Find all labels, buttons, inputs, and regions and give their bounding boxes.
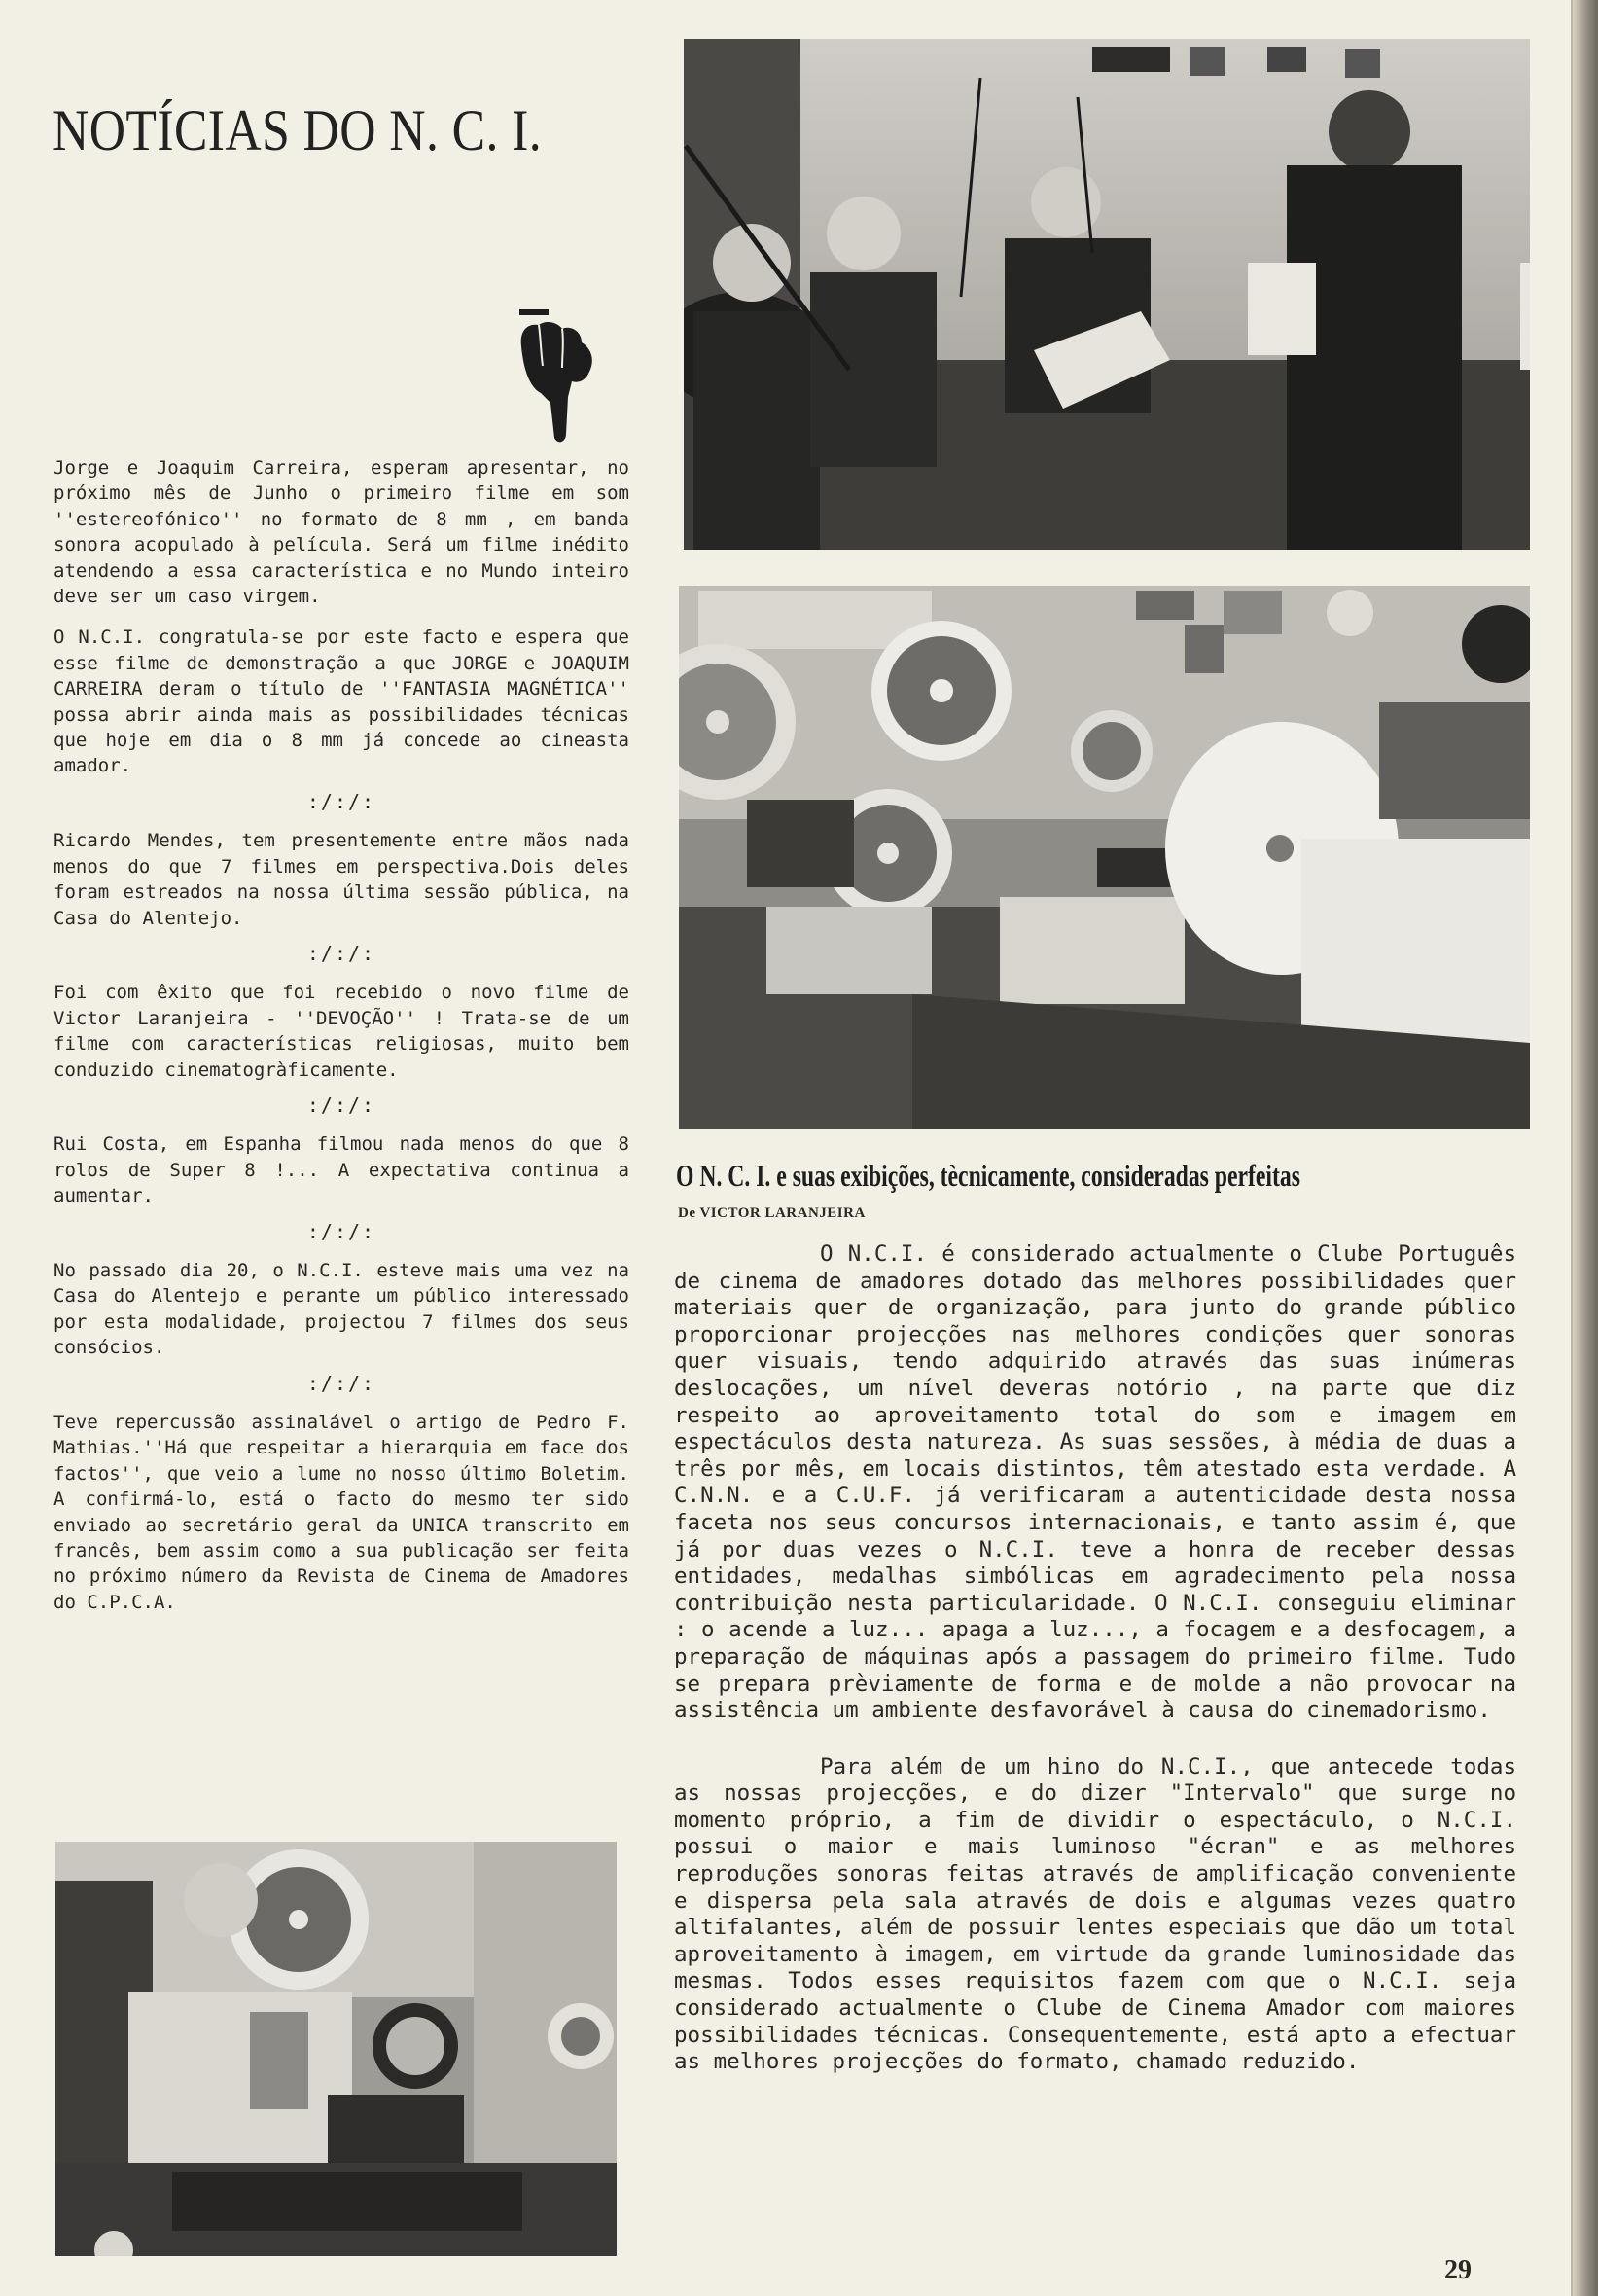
page-edge [1573,0,1598,2296]
news-item: O N.C.I. congratula-se por este facto e espera que esse filme de demonstração a que JORGE e JOAQUIM CARREIRA deram o título de ''FANTASIA MAGNÉTICA'' possa abrir ainda mais as possibilidades técnicas que hoje em dia o 8 mm já concede ao cineasta amador. [53,627,629,777]
news-item: Foi com êxito que foi recebido o novo filme de Victor Laranjeira - ''DEVOÇÃO'' ! Trata-se de um filme com características religiosas, muito bem conduzido cinematogràficamente. [53,982,629,1081]
photo-projector-room [55,1842,617,2256]
article-body [674,1241,1516,2076]
article-paragraph: O N.C.I. é considerado actualmente o Clube Português de cinema de amadores dotado das melhores possibilidades quer materiais quer de organização, para junto do grande público proporcionar projecções nas melhores condições quer sonoras quer visuais, tendo adquirido através das suas inúmeras deslocações, um nível deveras notório , na parte que diz respeito ao aproveitamento total do som e imagem em espectáculos desta natureza. As suas sessões, à média de duas a três por mês, em locais distintos, têm atestado esta verdade. A C.N.N. e a C.U.F. já verificaram a autenticidade desta nossa faceta nos seus concursos internacionais, e tanto assim é, que já por duas vezes o N.C.I. teve a honra de receber dessas entidades, medalhas simbólicas em agradecimento pela nossa contribuição nesta particularidade. O N.C.I. conseguiu eliminar : o acende a luz... apaga a luz..., a focagem e a desfocagem, a preparação de máquinas após a passagem do primeiro filme. Tudo se prepara prèviamente de forma e de molde a não provocar na assistência um ambiente desfavorável à causa do cinemadorismo. [674,1241,1516,1724]
photo-projection-equipment [679,586,1530,1129]
article-paragraph: Para além de um hino do N.C.I., que antecede todas as nossas projecções, e do dizer "Intervalo" que surge no momento próprio, a fim de dividir o espectáculo, o N.C.I. possui o maior e mais luminoso "écran" e as melhores reproduções sonoras feitas através de amplificação conveniente e dispersa pela sala através de dois e algumas vezes quatro altifalantes, além de possuir lentes especiais que dão um total aproveitamento à imagem, em virtude da grande luminosidade das mesmas. Todos esses requisitos fazem com que o N.C.I. seja considerado actualmente o Clube de Cinema Amador com maiores possibilidades técnicas. Consequentemente, está apto a efectuar as melhores projecções do formato, chamado reduzido. [674,1753,1516,2075]
separator: :/:/: [306,941,376,965]
news-item: Rui Costa, em Espanha filmou nada menos do que 8 rolos de Super 8 !... A expectativa continua a aumentar. [53,1133,629,1207]
news-item: No passado dia 20, o N.C.I. esteve mais uma vez na Casa do Alentejo e perante um público interessado por esta modalidade, projectou 7 filmes dos seus consócios. [53,1259,629,1359]
article-byline: De VICTOR LARANJEIRA [678,1205,866,1221]
separator: :/:/: [306,1093,376,1117]
photo-string-quartet [684,39,1530,550]
article-title: O N. C. I. e suas exibições, tècnicamente, consideradas perfeitas [676,1158,1300,1193]
page-number: 29 [1444,2255,1472,2285]
news-item: Jorge e Joaquim Carreira, esperam apresentar, no próximo mês de Junho o primeiro filme em som ''estereofónico'' no formato de 8 mm , em banda sonora acopulado à película. Será um filme inédito atendendo a essa característica e no Mundo inteiro deve ser um caso virgem. [53,457,629,608]
news-column [53,455,629,1615]
pointing-hand-icon [514,309,597,448]
news-item: Teve repercussão assinalável o artigo de Pedro F. Mathias.''Há que respeitar a hierarquia em face dos factos'', que veio a lume no nosso último Boletim. A confirmá-lo, está o facto do mesmo ter sido enviado ao secretário geral da UNICA transcrito em francês, bem assim como a sua publicação ser feita no próximo número da Revista de Cinema de Amadores do C.P.C.A. [53,1412,629,1613]
page-headline: NOTÍCIAS DO N. C. I. [53,98,543,162]
separator: :/:/: [306,1219,376,1243]
separator: :/:/: [306,789,376,813]
news-item: Ricardo Mendes, tem presentemente entre mãos nada menos do que 7 filmes em perspectiva.Dois deles foram estreados na nossa última sessão pública, na Casa do Alentejo. [53,830,629,929]
separator: :/:/: [306,1371,376,1395]
